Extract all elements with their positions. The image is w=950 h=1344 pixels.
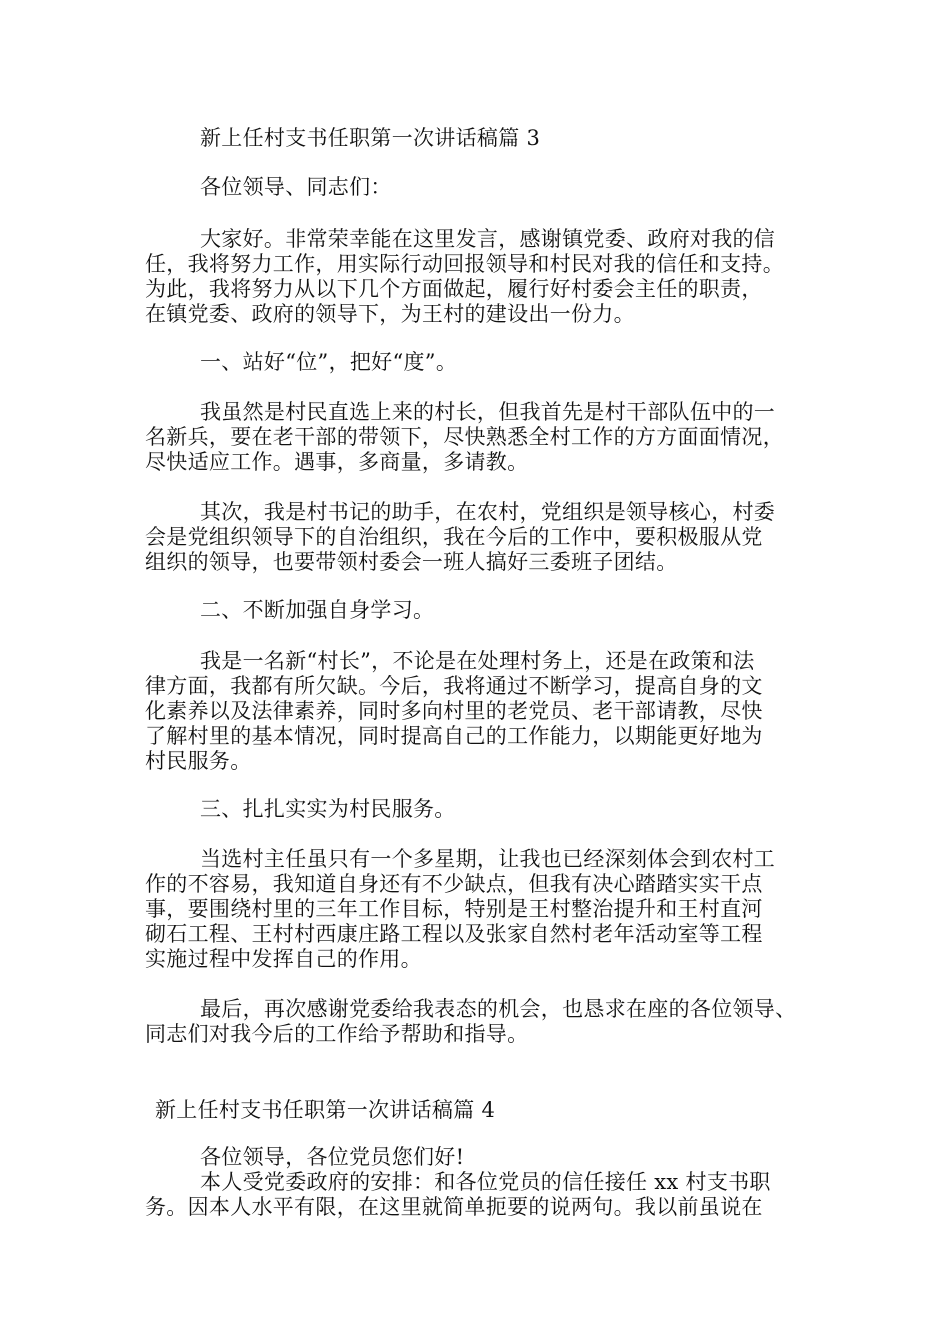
- paragraph-line: 当选村主任虽只有一个多星期，让我也已经深刻体会到农村工: [200, 847, 776, 871]
- paragraph-line: 本人受党委政府的安排：和各位党员的信任接任 xx 村支书职: [200, 1170, 771, 1194]
- paragraph-line: 大家好。非常荣幸能在这里发言，感谢镇党委、政府对我的信: [200, 227, 776, 251]
- section3-title: 新上任村支书任职第一次讲话稿篇 3: [200, 126, 541, 150]
- paragraph-line: 我是一名新“村长”，不论是在处理村务上，还是在政策和法: [200, 649, 755, 673]
- section3-heading-3: 三、扎扎实实为村民服务。: [200, 797, 456, 821]
- paragraph-line: 务。因本人水平有限，在这里就简单扼要的说两句。我以前虽说在: [145, 1195, 763, 1219]
- paragraph-line: 村民服务。: [145, 749, 252, 773]
- paragraph-line: 在镇党委、政府的领导下，为王村的建设出一份力。: [145, 302, 635, 326]
- paragraph-line: 实施过程中发挥自己的作用。: [145, 947, 422, 971]
- paragraph-line: 事，要围绕村里的三年工作目标，特别是王村整治提升和王村直河: [145, 897, 763, 921]
- section3-greeting: 各位领导、同志们：: [200, 175, 392, 199]
- paragraph-line: 律方面，我都有所欠缺。今后，我将通过不断学习，提高自身的文: [145, 674, 763, 698]
- paragraph-line: 砌石工程、王村村西康庄路工程以及张家自然村老年活动室等工程: [145, 922, 763, 946]
- paragraph-line: 同志们对我今后的工作给予帮助和指导。: [145, 1022, 529, 1046]
- paragraph-line: 会是党组织领导下的自治组织，我在今后的工作中，要积极服从党: [145, 525, 763, 549]
- paragraph-line: 作的不容易，我知道自身还有不少缺点，但我有决心踏踏实实干点: [145, 872, 763, 896]
- paragraph-line: 为此，我将努力从以下几个方面做起，履行好村委会主任的职责，: [145, 277, 763, 301]
- paragraph-line: 尽快适应工作。遇事，多商量，多请教。: [145, 450, 529, 474]
- paragraph-line: 我虽然是村民直选上来的村长，但我首先是村干部队伍中的一: [200, 400, 776, 424]
- section4-title: 新上任村支书任职第一次讲话稿篇 4: [155, 1098, 496, 1122]
- paragraph-line: 任，我将努力工作，用实际行动回报领导和村民对我的信任和支持。: [145, 252, 784, 276]
- section3-heading-1: 一、站好“位”，把好“度”。: [200, 350, 458, 374]
- section4-greeting: 各位领导，各位党员您们好!: [200, 1145, 465, 1169]
- paragraph-line: 化素养以及法律素养，同时多向村里的老党员、老干部请教，尽快: [145, 699, 763, 723]
- paragraph-line: 其次，我是村书记的助手，在农村，党组织是领导核心，村委: [200, 500, 776, 524]
- section3-heading-2: 二、不断加强自身学习。: [200, 598, 435, 622]
- paragraph-line: 名新兵，要在老干部的带领下，尽快熟悉全村工作的方方面面情况，: [145, 425, 784, 449]
- paragraph-line: 了解村里的基本情况，同时提高自己的工作能力，以期能更好地为: [145, 724, 763, 748]
- paragraph-line: 组织的领导，也要带领村委会一班人搞好三委班子团结。: [145, 550, 678, 574]
- paragraph-line: 最后，再次感谢党委给我表态的机会，也恳求在座的各位领导、: [200, 997, 797, 1021]
